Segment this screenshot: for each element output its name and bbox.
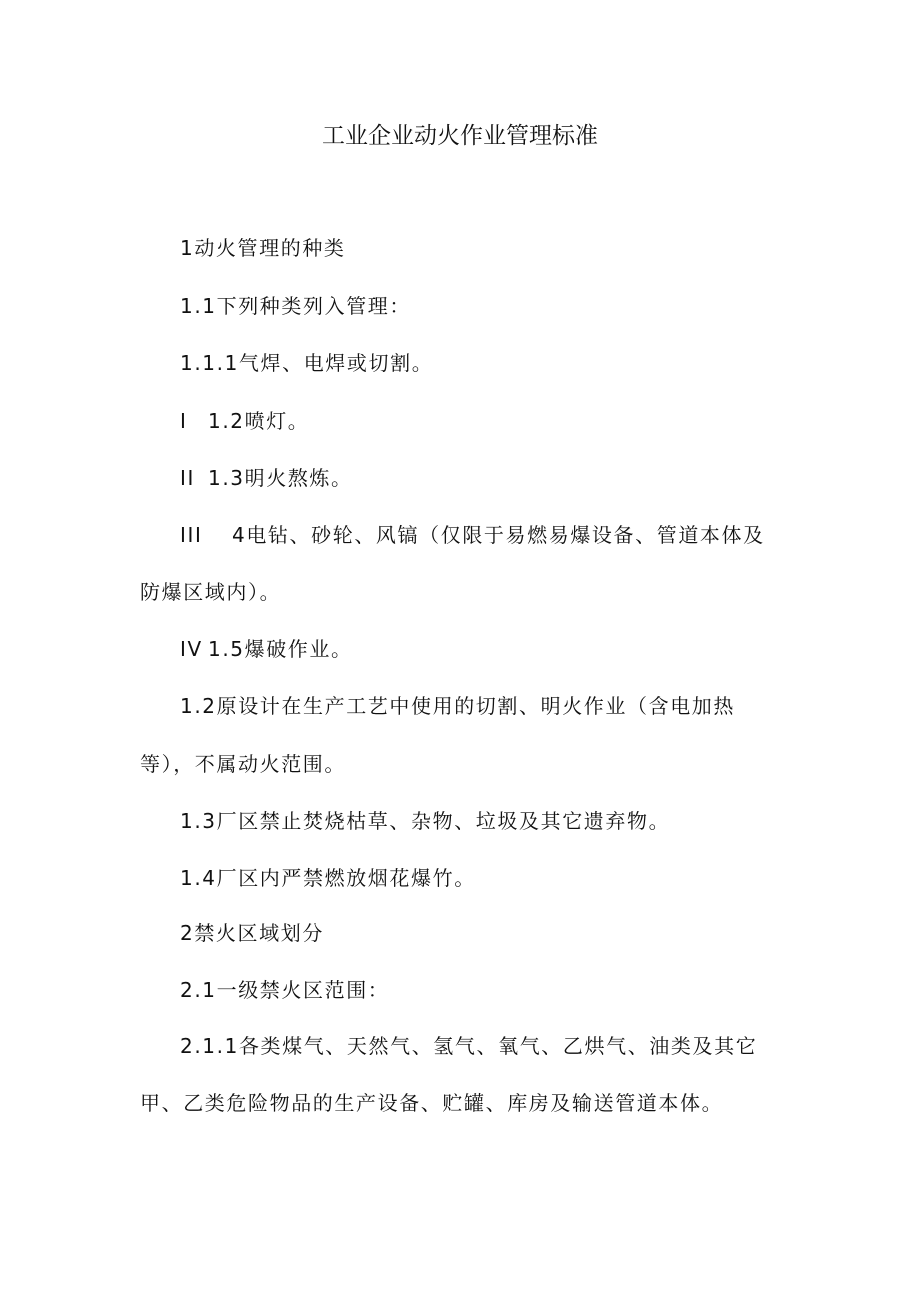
- list-marker: II: [180, 466, 195, 490]
- list-item-iii-continued: 防爆区域内）。: [140, 580, 282, 604]
- list-item-i: I 1.2喷灯。: [180, 406, 309, 436]
- list-marker: IV: [180, 637, 203, 661]
- document-title: 工业企业动火作业管理标准: [322, 123, 598, 149]
- list-marker: III: [180, 523, 203, 547]
- paragraph-2-1: 2.1一级禁火区范围：: [180, 978, 390, 1002]
- paragraph-2-1-1-continued: 甲、乙类危险物品的生产设备、贮罐、库房及输送管道本体。: [140, 1091, 724, 1115]
- paragraph-1-1: 1.1下列种类列入管理：: [180, 294, 412, 318]
- paragraph-1-1-1: 1.1.1气焊、电焊或切割。: [180, 351, 434, 375]
- list-item-iii: III 4电钻、砂轮、风镐（仅限于易燃易爆设备、管道本体及: [180, 520, 765, 550]
- list-item-ii: II 1.3明火熬炼。: [180, 463, 353, 493]
- paragraph-1-2: 1.2原设计在生产工艺中使用的切割、明火作业（含电加热: [180, 694, 736, 718]
- list-item-iv: IV 1.5爆破作业。: [180, 634, 353, 664]
- paragraph-1-2-continued: 等），不属动火范围。: [140, 752, 346, 776]
- heading-1: 1动火管理的种类: [180, 236, 346, 260]
- heading-2: 2禁火区域划分: [180, 921, 324, 945]
- list-marker: I: [180, 409, 188, 433]
- paragraph-2-1-1: 2.1.1各类煤气、天然气、氢气、氧气、乙烘气、油类及其它: [180, 1034, 758, 1058]
- paragraph-1-3: 1.3厂区禁止焚烧枯草、杂物、垃圾及其它遗弃物。: [180, 809, 671, 833]
- paragraph-1-4: 1.4厂区内严禁燃放烟花爆竹。: [180, 866, 476, 890]
